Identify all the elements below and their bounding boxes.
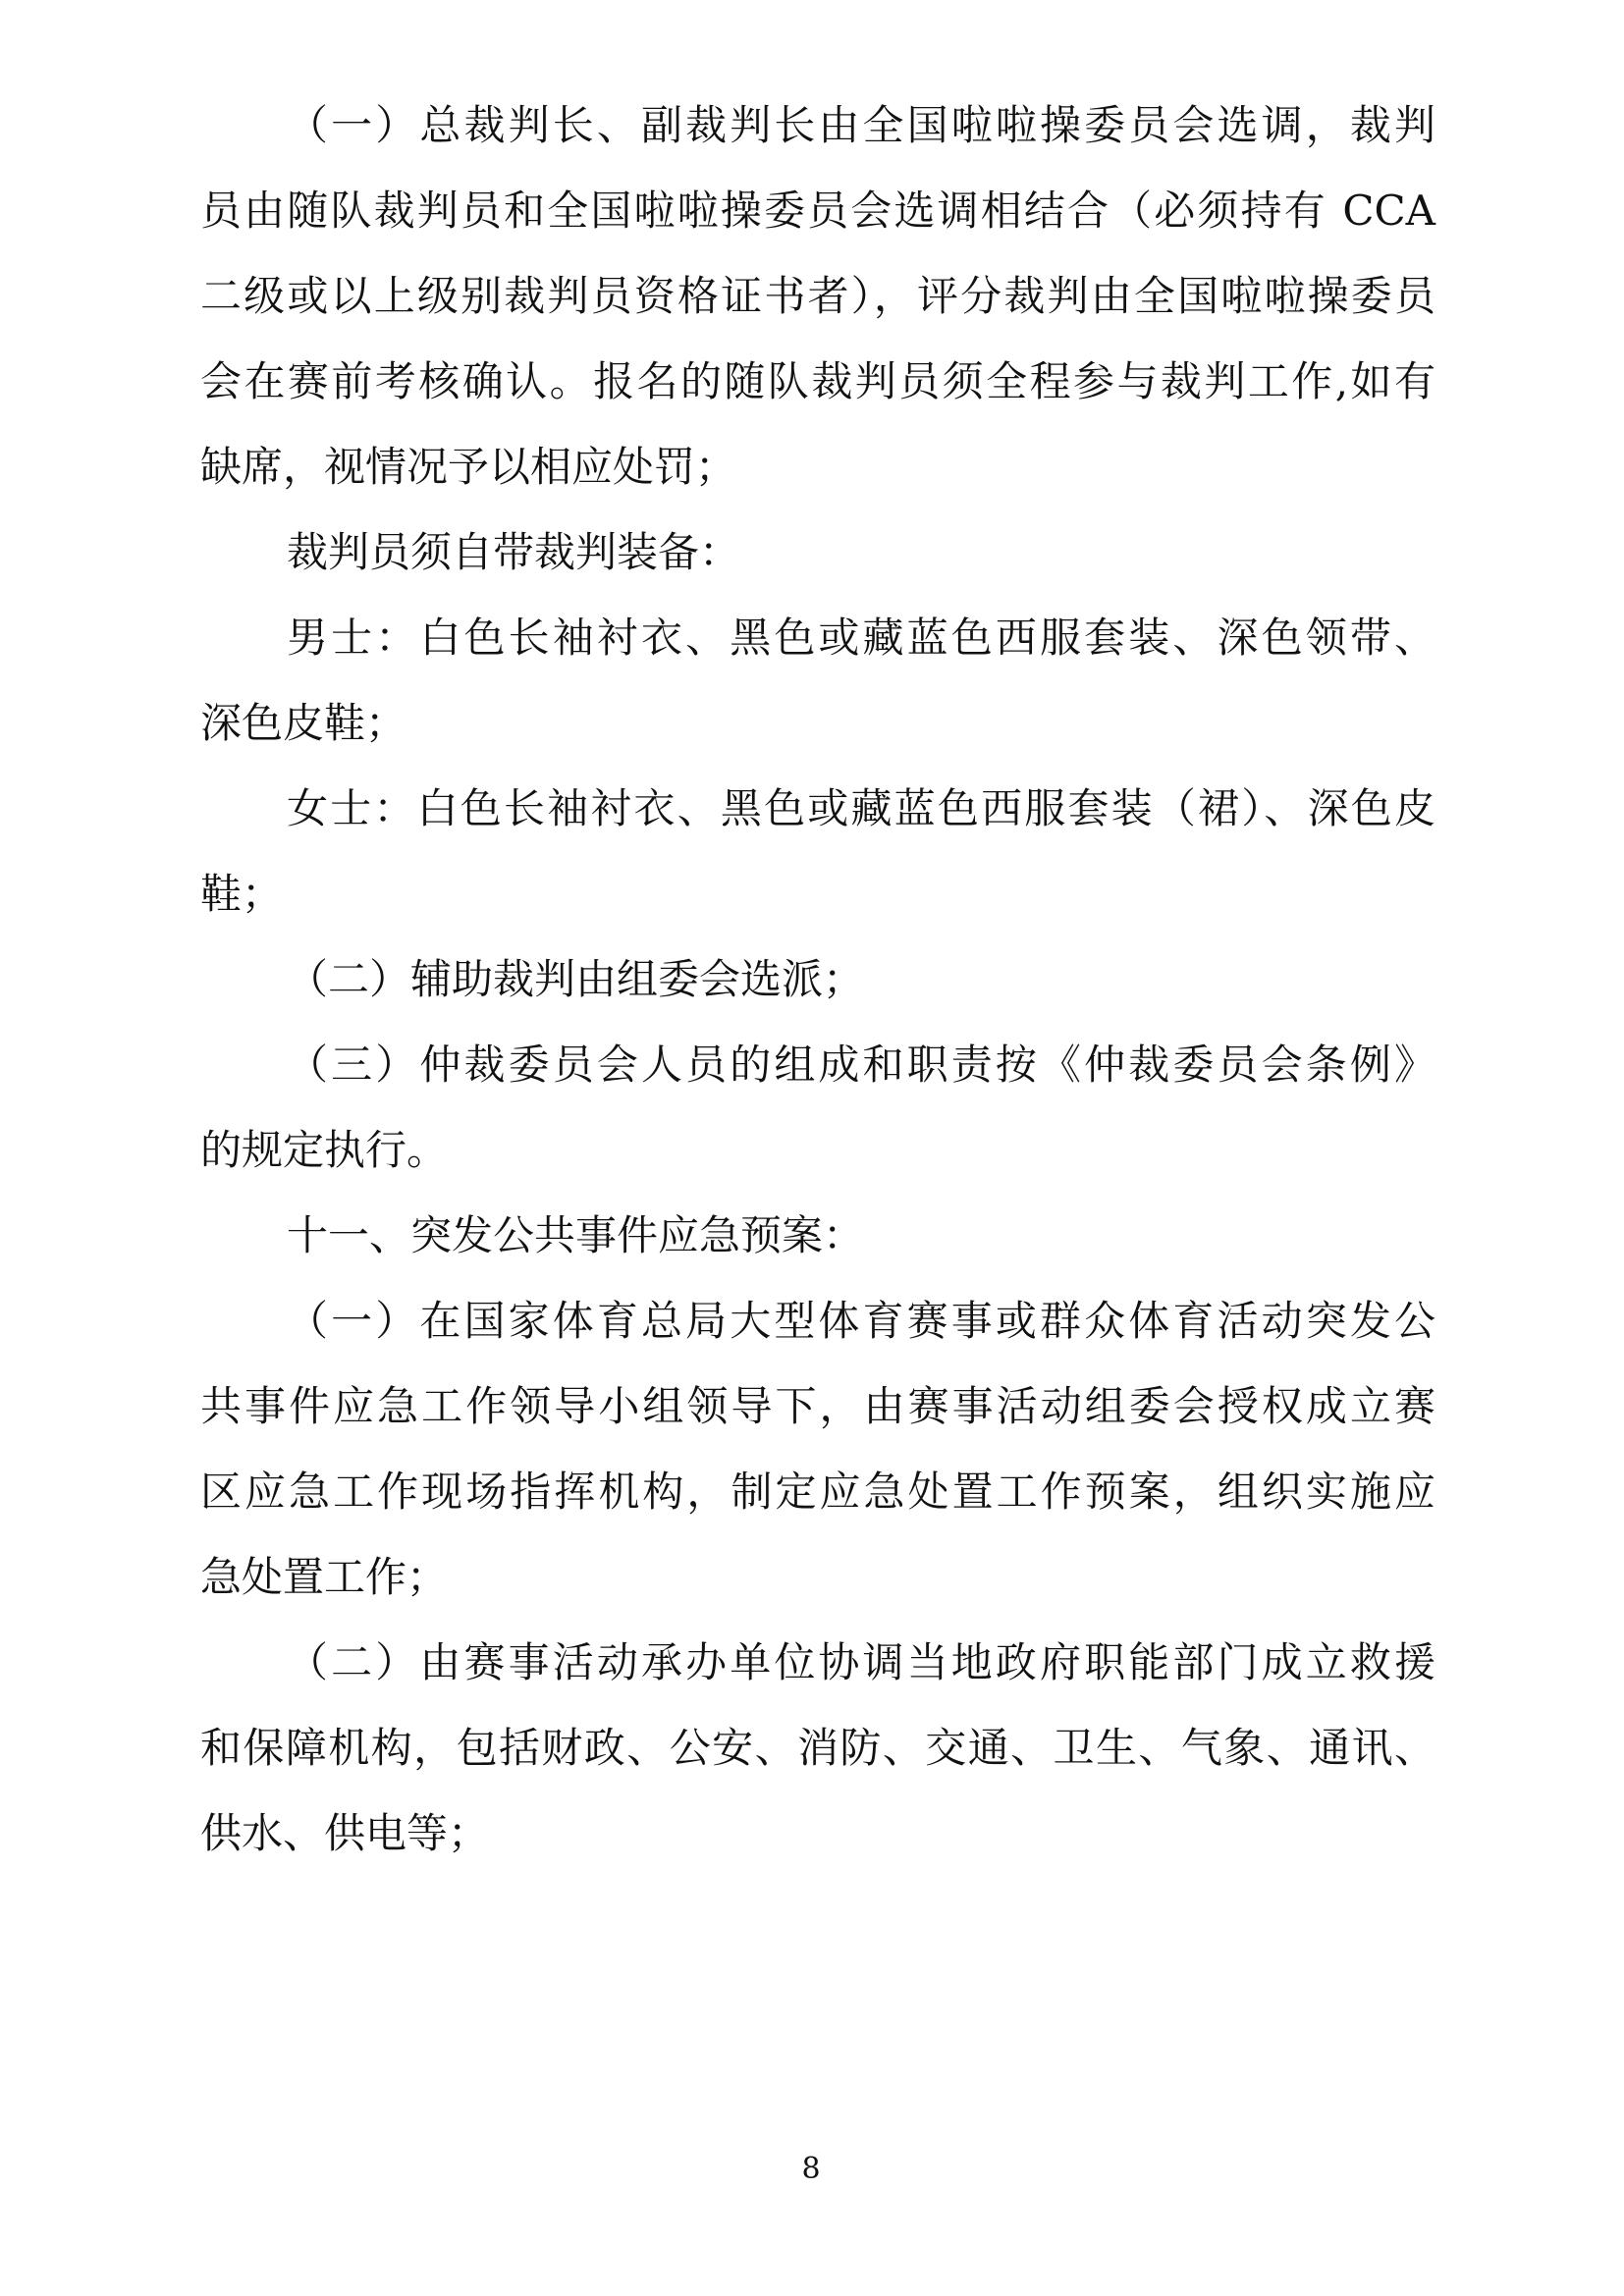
text-line-1: （一）总裁判长、副裁判长由全国啦啦操委员会选调，裁判 <box>287 101 1435 149</box>
paragraph-line <box>0 352 1624 411</box>
text-line-7: 男士：白色长袖衬衣、黑色或藏蓝色西服套装、深色领带、 <box>287 614 1435 662</box>
text-line-12: （三）仲裁委员会人员的组成和职责按《仲裁委员会条例》 <box>287 1041 1435 1089</box>
paragraph-line <box>0 182 1624 240</box>
paragraph-line <box>0 1036 1624 1095</box>
paragraph-line <box>0 950 1624 1009</box>
text-line-17: 区应急工作现场指挥机构，制定应急处置工作预案，组织实施应 <box>200 1468 1435 1516</box>
paragraph-line <box>0 1633 1624 1692</box>
text-line-20: 和保障机构，包括财政、公安、消防、交通、卫生、气象、通讯、 <box>200 1724 1435 1772</box>
text-line-18: 急处置工作； <box>200 1553 449 1601</box>
page-number: 8 <box>801 2152 821 2186</box>
paragraph-line <box>0 438 1624 497</box>
text-line-9: 女士：白色长袖衬衣、黑色或藏蓝色西服套装（裙）、深色皮 <box>287 784 1435 832</box>
paragraph-line <box>0 694 1624 753</box>
text-line-4: 会在赛前考核确认。报名的随队裁判员须全程参与裁判工作,如有 <box>200 357 1435 405</box>
paragraph-line <box>0 1804 1624 1863</box>
text-line-21: 供水、供电等； <box>200 1809 490 1857</box>
section-heading <box>0 1206 1624 1265</box>
text-line-14: 十一、突发公共事件应急预案： <box>287 1211 865 1259</box>
text-line-2: 员由随队裁判员和全国啦啦操委员会选调相结合（必须持有 CCA <box>200 187 1435 235</box>
paragraph-line <box>0 779 1624 838</box>
paragraph-line <box>0 1463 1624 1522</box>
paragraph-line <box>0 865 1624 924</box>
text-line-13: 的规定执行。 <box>200 1126 449 1174</box>
paragraph-line <box>0 1292 1624 1351</box>
paragraph-line <box>0 1548 1624 1607</box>
text-line-5: 缺席，视情况予以相应处罚； <box>200 443 737 491</box>
paragraph-line <box>0 1121 1624 1180</box>
text-line-3: 二级或以上级别裁判员资格证书者），评分裁判由全国啦啦操委员 <box>200 272 1435 320</box>
text-line-19: （二）由赛事活动承办单位协调当地政府职能部门成立救援 <box>287 1638 1435 1686</box>
paragraph-line <box>0 523 1624 582</box>
text-line-16: 共事件应急工作领导小组领导下，由赛事活动组委会授权成立赛 <box>200 1382 1435 1430</box>
paragraph-line <box>0 1377 1624 1436</box>
paragraph-line <box>0 1719 1624 1778</box>
paragraph-line <box>0 96 1624 155</box>
text-line-15: （一）在国家体育总局大型体育赛事或群众体育活动突发公 <box>287 1297 1435 1345</box>
text-line-11: （二）辅助裁判由组委会选派； <box>287 955 865 1003</box>
text-line-6: 裁判员须自带裁判装备： <box>287 528 741 576</box>
paragraph-line <box>0 609 1624 667</box>
text-line-8: 深色皮鞋； <box>200 699 407 747</box>
paragraph-line <box>0 267 1624 326</box>
text-line-10: 鞋； <box>200 870 284 918</box>
